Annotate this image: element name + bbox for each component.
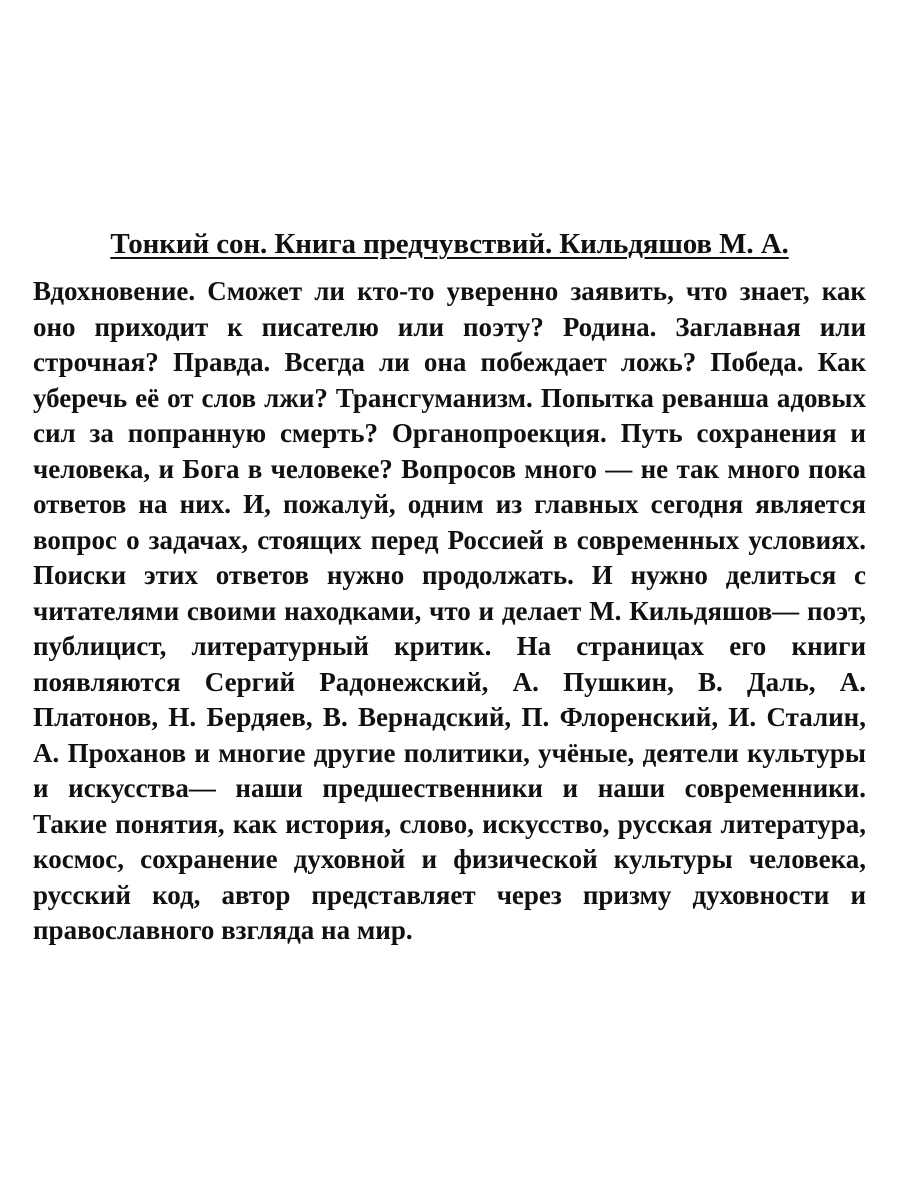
document-paragraph: Вдохновение. Сможет ли кто-то уверенно заявить, что знает, как оно приходит к писателю или поэту? Родина. Заглавная или строчная? Правда. Всегда ли она побеждает ложь? Победа. Как уберечь её от слов лжи? Трансгуманизм. Попытка реванша адовых сил за попранную смерть? Органопроекция. Путь сохранения и человека, и Бога в человеке? Вопросов много — не так много пока ответов на них. И, пожалуй, одним из главных сегодня является вопрос о задачах, стоящих перед Россией в современных условиях. Поиски этих ответов нужно продолжать. И нужно делиться с читателями своими находками, что и делает М. Кильдяшов— поэт, публицист, литературный критик. На страницах его книги появляются Сергий Радонежский, А. Пушкин, В. Даль, А. Платонов, Н. Бердяев, В. Вернадский, П. Флоренский, И. Сталин, А. Проханов и многие другие политики, учёные, деятели культуры и искусства— наши предшественники и наши современники. Такие понятия, как история, слово, искусство, русская литература, космос, сохранение духовной и физической культуры человека, русский код, автор представляет через призму духовности и православного взгляда на мир.	[33, 276, 866, 945]
document-page	[33, 224, 866, 949]
document-title: Тонкий сон. Книга предчувствий. Кильдяшов М. А.	[110, 228, 789, 260]
